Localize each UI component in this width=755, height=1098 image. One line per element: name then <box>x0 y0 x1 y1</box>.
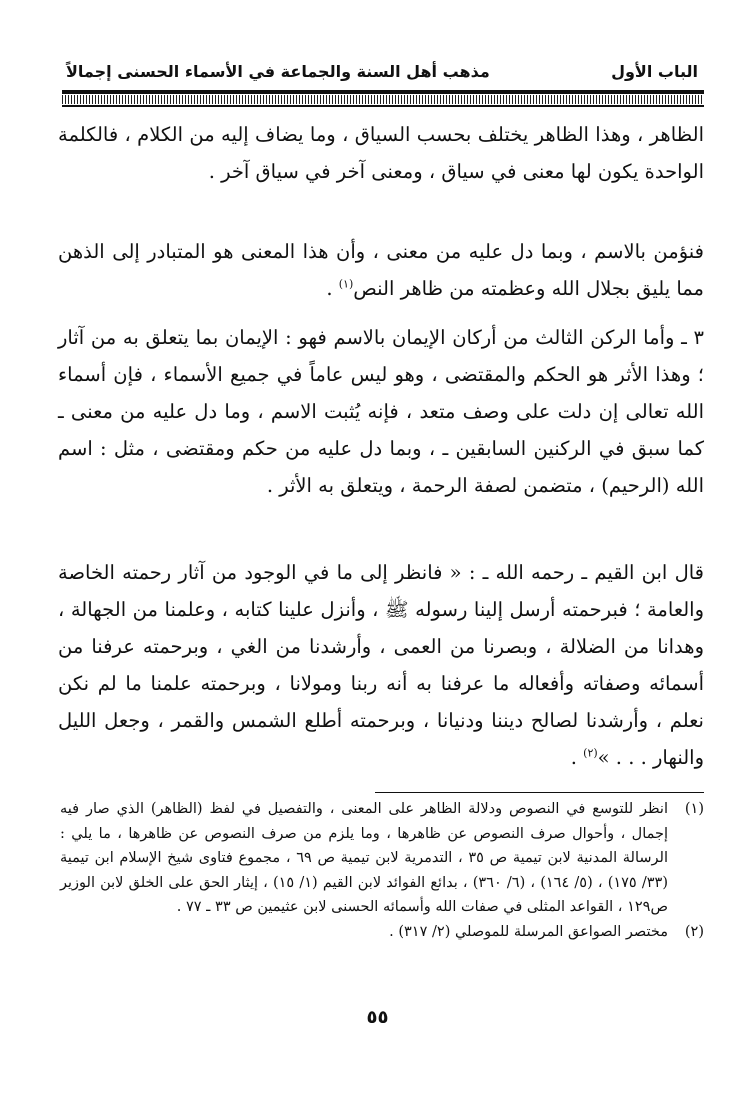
footnote-2-mark: (٢) <box>684 923 704 940</box>
paragraph-4 <box>58 554 704 776</box>
footnote-separator <box>375 792 704 793</box>
paragraph-4-end: . <box>570 746 584 769</box>
footnote-ref-1[interactable]: (١) <box>338 277 354 291</box>
running-title: مذهب أهل السنة والجماعة في الأسماء الحسنى إجمالاً <box>66 62 490 81</box>
paragraph-2-text: فنؤمن بالاسم ، وبما دل عليه من معنى ، وأن هذا المعنى هو المتبادر إلى الذهن مما يليق بجلال الله وعظمته من ظاهر النص <box>58 240 704 300</box>
paragraph-2-end: . <box>326 277 339 300</box>
paragraph-3 <box>58 319 704 504</box>
header-rule-hatched <box>62 95 704 104</box>
footnote-ref-2[interactable]: (٢) <box>583 746 598 760</box>
header-rule-thick <box>62 90 704 94</box>
footnote-2-text: مختصر الصواعق المرسلة للموصلي (٢/ ٣١٧) . <box>389 923 668 940</box>
chapter-title: الباب الأول <box>611 62 698 81</box>
footnote-1 <box>60 797 704 920</box>
page-header <box>62 56 704 86</box>
page-number: ٥٥ <box>366 1007 389 1028</box>
paragraph-1 <box>58 116 704 190</box>
header-rule-thin <box>62 105 704 107</box>
footnotes <box>60 797 704 944</box>
paragraph-4-text: قال ابن القيم ـ رحمه الله ـ : « فانظر إلى ما في الوجود من آثار رحمته الخاصة والعامة ؛ فبرحمته أرسل إلينا رسوله ﷺ ، وأنزل علينا كتابه ، وعلمنا من الجهالة ، وهدانا من الضلالة ، وبصرنا من العمى ، وأرشدنا من الغي ، وبرحمته عرفنا من أسمائه وصفاته وأفعاله ما عرفنا به أنه ربنا ومولانا ، وبرحمته علمنا ما لم نكن نعلم ، وأرشدنا لصالح ديننا ودنيانا ، وبرحمته أطلع الشمس والقمر ، وجعل الليل والنهار . . . » <box>58 561 704 769</box>
footnote-1-mark: (١) <box>684 801 704 817</box>
paragraph-1-text: الظاهر ، وهذا الظاهر يختلف بحسب السياق ، وما يضاف إليه من الكلام ، فالكلمة الواحدة يكون لها معنى في سياق ، ومعنى آخر في سياق آخر . <box>58 123 704 183</box>
footnote-1-text: انظر للتوسع في النصوص ودلالة الظاهر على المعنى ، والتفصيل في لفظ (الظاهر) الذي صار فيه إجمال ، وأحوال صرف النصوص عن ظاهرها ، وما يلزم من صرف النصوص عن ظاهرها ، ما يلي : الرسالة المدنية لابن تيمية ص ٣٥ ، التدمرية لابن تيمية ص ٦٩ ، مجموع فتاوى شيخ الإسلام ابن تيمية (٣٣/ ١٧٥) ، (٥/ ١٦٤) ، (٦/ ٣٦٠) ، بدائع الفوائد لابن القيم (١/ ١٥) ، إيثار الحق على الخلق لابن الوزير ص١٢٩ ، القواعد المثلى في صفات الله وأسمائه الحسنى لابن عثيمين ص ٣٣ ـ ٧٧ . <box>60 801 669 915</box>
paragraph-3-text: ٣ ـ وأما الركن الثالث من أركان الإيمان بالاسم فهو : الإيمان بما يتعلق به من آثار ؛ وهذا الأثر هو الحكم والمقتضى ، وهو ليس عاماً في جميع الأسماء ، فإن أسماء الله تعالى إن دلت على وصف متعد ، فإنه يُثبت الاسم ، وما دل عليه من معنى ـ كما سبق في الركنين السابقين ـ ، وبما دل عليه من حكم ومقتضى ، مثل : اسم الله (الرحيم) ، متضمن لصفة الرحمة ، ويتعلق به الأثر . <box>58 326 704 497</box>
footnote-2 <box>60 920 704 945</box>
paragraph-2 <box>58 233 704 307</box>
